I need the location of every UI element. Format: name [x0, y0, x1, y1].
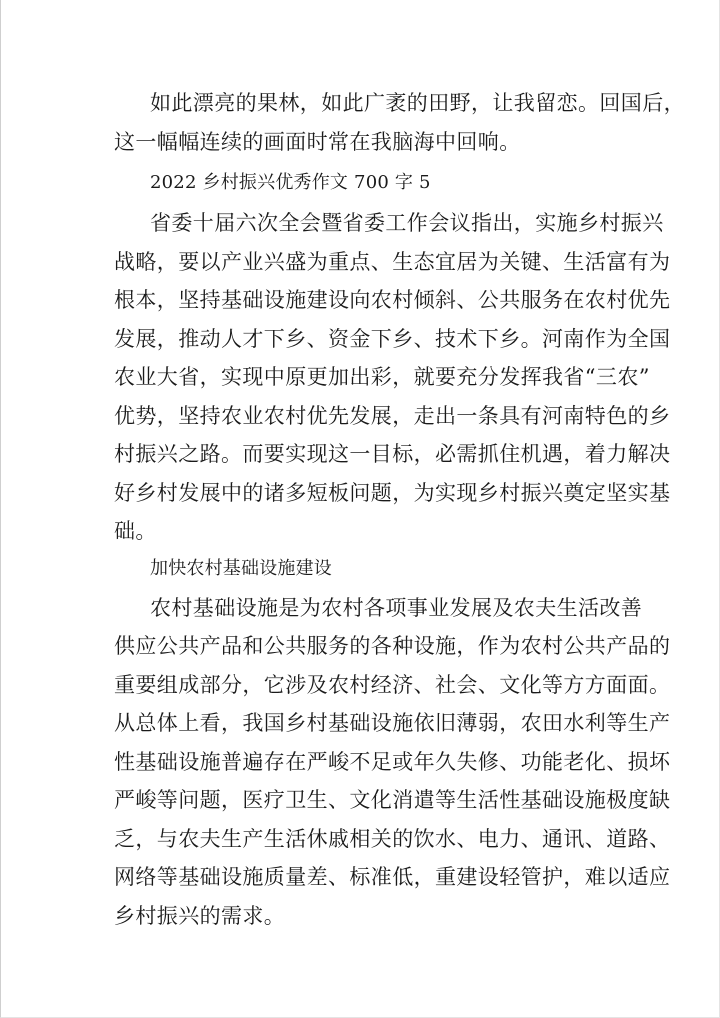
paragraph-line: 如此漂亮的果林，如此广袤的田野，让我留恋。回国后，: [150, 91, 685, 115]
paragraph-line: 农业大省，实现中原更加出彩，就要充分发挥我省“三农”: [114, 365, 650, 389]
section-heading: 加快农村基础设施建设: [150, 558, 332, 579]
paragraph-line: 乏，与农夫生产生活休戚相关的饮水、电力、通讯、道路、: [114, 827, 671, 851]
paragraph-line: 战略，要以产业兴盛为重点、生态宜居为关键、生活富有为: [114, 250, 671, 274]
paragraph-line: 根本，坚持基础设施建设向农村倾斜、公共服务在农村优先: [114, 288, 671, 312]
paragraph-line: 农村基础设施是为农村各项事业发展及农夫生活改善: [150, 596, 643, 620]
paragraph-line: 重要组成部分，它涉及农村经济、社会、文化等方方面面。: [114, 673, 671, 697]
section-heading: 2022 乡村振兴优秀作文 700 字 5: [150, 172, 431, 193]
paragraph-line: 性基础设施普遍存在严峻不足或年久失修、功能老化、损坏: [114, 750, 671, 774]
paragraph-line: 优势，坚持农业农村优先发展，走出一条具有河南特色的乡: [114, 404, 671, 428]
paragraph-line: 好乡村发展中的诸多短板问题，为实现乡村振兴奠定坚实基: [114, 481, 671, 505]
paragraph-line: 这一幅幅连续的画面时常在我脑海中回响。: [114, 130, 521, 154]
paragraph-line: 省委十届六次全会暨省委工作会议指出，实施乡村振兴: [150, 211, 664, 235]
paragraph-line: 乡村振兴的需求。: [114, 904, 286, 928]
paragraph-line: 发展，推动人才下乡、资金下乡、技术下乡。河南作为全国: [114, 327, 671, 351]
paragraph-line: 网络等基础设施质量差、标准低，重建设轻管护，难以适应: [114, 865, 671, 889]
paragraph-line: 村振兴之路。而要实现这一目标，必需抓住机遇，着力解决: [114, 442, 671, 466]
paragraph-line: 供应公共产品和公共服务的各种设施，作为农村公共产品的: [114, 634, 671, 658]
paragraph-line: 础。: [114, 519, 157, 543]
paragraph-line: 从总体上看，我国乡村基础设施依旧薄弱，农田水利等生产: [114, 711, 671, 735]
paragraph-line: 严峻等问题，医疗卫生、文化消遣等生活性基础设施极度缺: [114, 788, 671, 812]
